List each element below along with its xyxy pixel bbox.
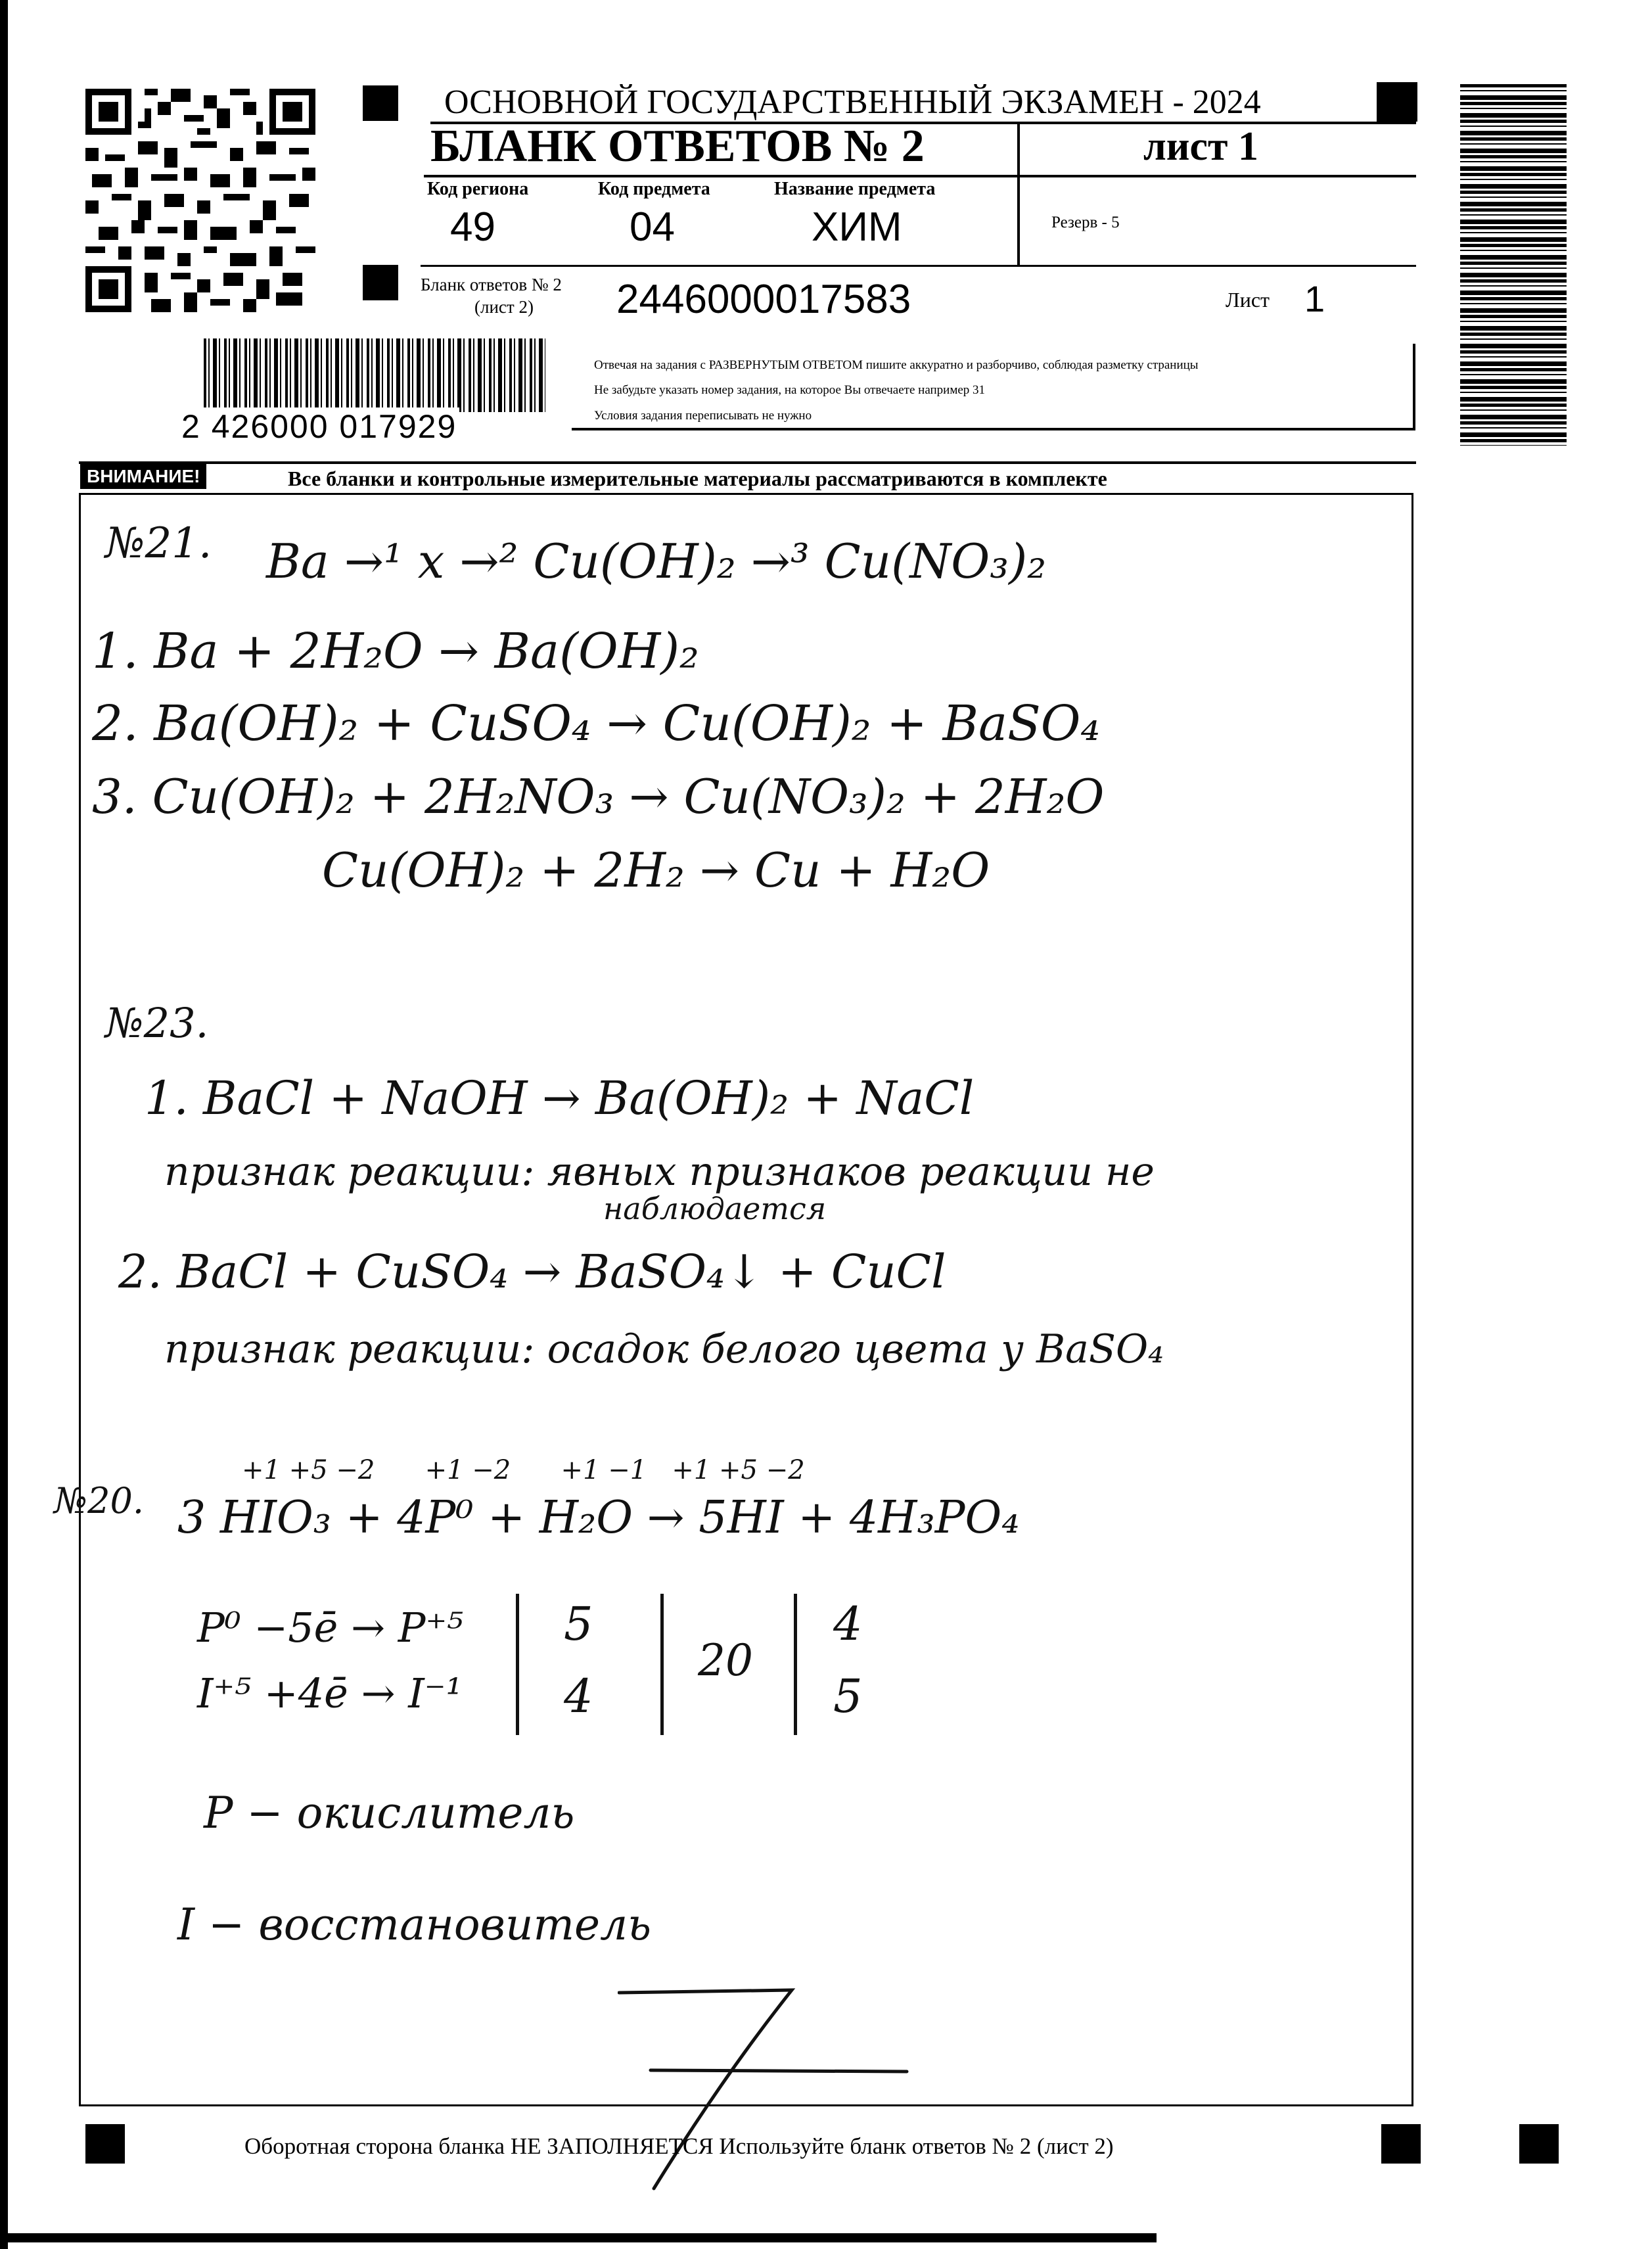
form-title: БЛАНК ОТВЕТОВ № 2 — [430, 121, 925, 172]
sheet-title: лист 1 — [1143, 124, 1258, 169]
attention-rule — [79, 461, 1416, 464]
scan-left-edge — [0, 0, 8, 2249]
q20-oxidation-states: +1 +5 −2 +1 −2 +1 −1 +1 +5 −2 — [242, 1455, 805, 1485]
subject-name-value: ХИМ — [812, 204, 902, 250]
scan-bottom-edge — [0, 2233, 1157, 2242]
registration-mark-mid-left — [363, 265, 398, 300]
attention-badge: ВНИМАНИЕ! — [80, 464, 206, 489]
registration-mark-bottom-right-1 — [1381, 2124, 1421, 2164]
form2-number: 2446000017583 — [616, 277, 911, 322]
form2-label-line2: (лист 2) — [474, 297, 534, 317]
side-barcode — [1460, 84, 1567, 446]
header-rule-mid — [424, 175, 1416, 177]
reserve: Резерв - 5 — [1051, 214, 1120, 231]
instruction-3: Условия задания переписывать не нужно — [594, 409, 812, 423]
q21-line-1: 1. Ba + 2H₂O → Ba(OH)₂ — [92, 623, 699, 680]
attention-text: Все бланки и контрольные измерительные материалы рассматриваются в комплекте — [288, 467, 1107, 490]
registration-mark-top-right — [1377, 82, 1417, 122]
instruction-1: Отвечая на задания с РАЗВЕРНУТЫМ ОТВЕТОМ пишите аккуратно и разборчиво, соблюдая разметку страницы — [594, 358, 1199, 372]
q21-label: №21. — [105, 519, 212, 568]
header-rule-lower — [421, 265, 1416, 267]
region-label: Код региона — [427, 179, 529, 199]
q23-sign-2: признак реакции: осадок белого цвета у BaSO₄ — [164, 1326, 1164, 1372]
footer-text: Оборотная сторона бланка НЕ ЗАПОЛНЯЕТСЯ Используйте бланк ответов № 2 (лист 2) — [244, 2133, 1114, 2159]
q20-balance-2: I⁺⁵ +4ē → I⁻¹ — [197, 1669, 463, 1717]
q20-label: №20. — [54, 1480, 144, 1521]
form-barcode — [204, 338, 545, 412]
q20-equation: 3 HIO₃ + 4P⁰ + H₂O → 5HI + 4H₃PO₄ — [177, 1492, 1020, 1544]
q23-sign-1-cont: наблюдается — [603, 1191, 827, 1226]
form2-label-line1: Бланк ответов № 2 — [421, 275, 562, 294]
q23-line-2: 2. BaCl + CuSO₄ → BaSO₄↓ + CuCl — [118, 1245, 946, 1299]
registration-mark-bottom-left — [85, 2124, 125, 2164]
q20-balance-1: P⁰ −5ē → P⁺⁵ — [197, 1604, 464, 1652]
qr-code — [85, 89, 315, 312]
q20-col1a: 5 — [564, 1597, 593, 1651]
registration-mark-bottom-right-2 — [1519, 2124, 1559, 2164]
q21-scheme: Ba →¹ x →² Cu(OH)₂ →³ Cu(NO₃)₂ — [266, 534, 1047, 589]
header-divider-vertical — [1017, 123, 1020, 265]
q23-label: №23. — [105, 999, 209, 1047]
q20-col3a: 4 — [833, 1597, 863, 1651]
q20-col1b: 4 — [564, 1669, 593, 1723]
registration-mark-top-left — [363, 85, 398, 121]
exam-title: ОСНОВНОЙ ГОСУДАРСТВЕННЫЙ ЭКЗАМЕН - 2024 — [444, 83, 1261, 121]
q23-sign-1: признак реакции: явных признаков реакции не — [164, 1149, 1155, 1195]
q20-oxidizer: P − окислитель — [204, 1788, 575, 1838]
instruction-2: Не забудьте указать номер задания, на которое Вы отвечаете например 31 — [594, 383, 986, 397]
q21-line-3: 3. Cu(OH)₂ + 2H₂NO₃ → Cu(NO₃)₂ + 2H₂O — [92, 769, 1105, 824]
balance-divider-1 — [516, 1594, 519, 1735]
balance-divider-2 — [660, 1594, 664, 1735]
barcode-number: 2 426000 017929 — [179, 407, 459, 446]
q21-line-2: 2. Ba(OH)₂ + CuSO₄ → Cu(OH)₂ + BaSO₄ — [92, 695, 1101, 752]
sheet-number: 1 — [1304, 278, 1325, 319]
q20-col3b: 5 — [833, 1669, 863, 1723]
balance-divider-3 — [794, 1594, 797, 1735]
z-strike-mark — [618, 1985, 913, 2202]
subject-name-label: Название предмета — [774, 179, 936, 199]
sheet-label: Лист — [1226, 288, 1270, 312]
subject-code-label: Код предмета — [598, 179, 710, 199]
subject-code-value: 04 — [630, 204, 675, 250]
q20-col2: 20 — [698, 1635, 753, 1686]
q21-line-4: Cu(OH)₂ + 2H₂ → Cu + H₂O — [322, 843, 990, 898]
q23-line-1: 1. BaCl + NaOH → Ba(OH)₂ + NaCl — [145, 1071, 975, 1125]
region-value: 49 — [450, 204, 495, 250]
q20-reducer: I − восстановитель — [177, 1899, 652, 1950]
